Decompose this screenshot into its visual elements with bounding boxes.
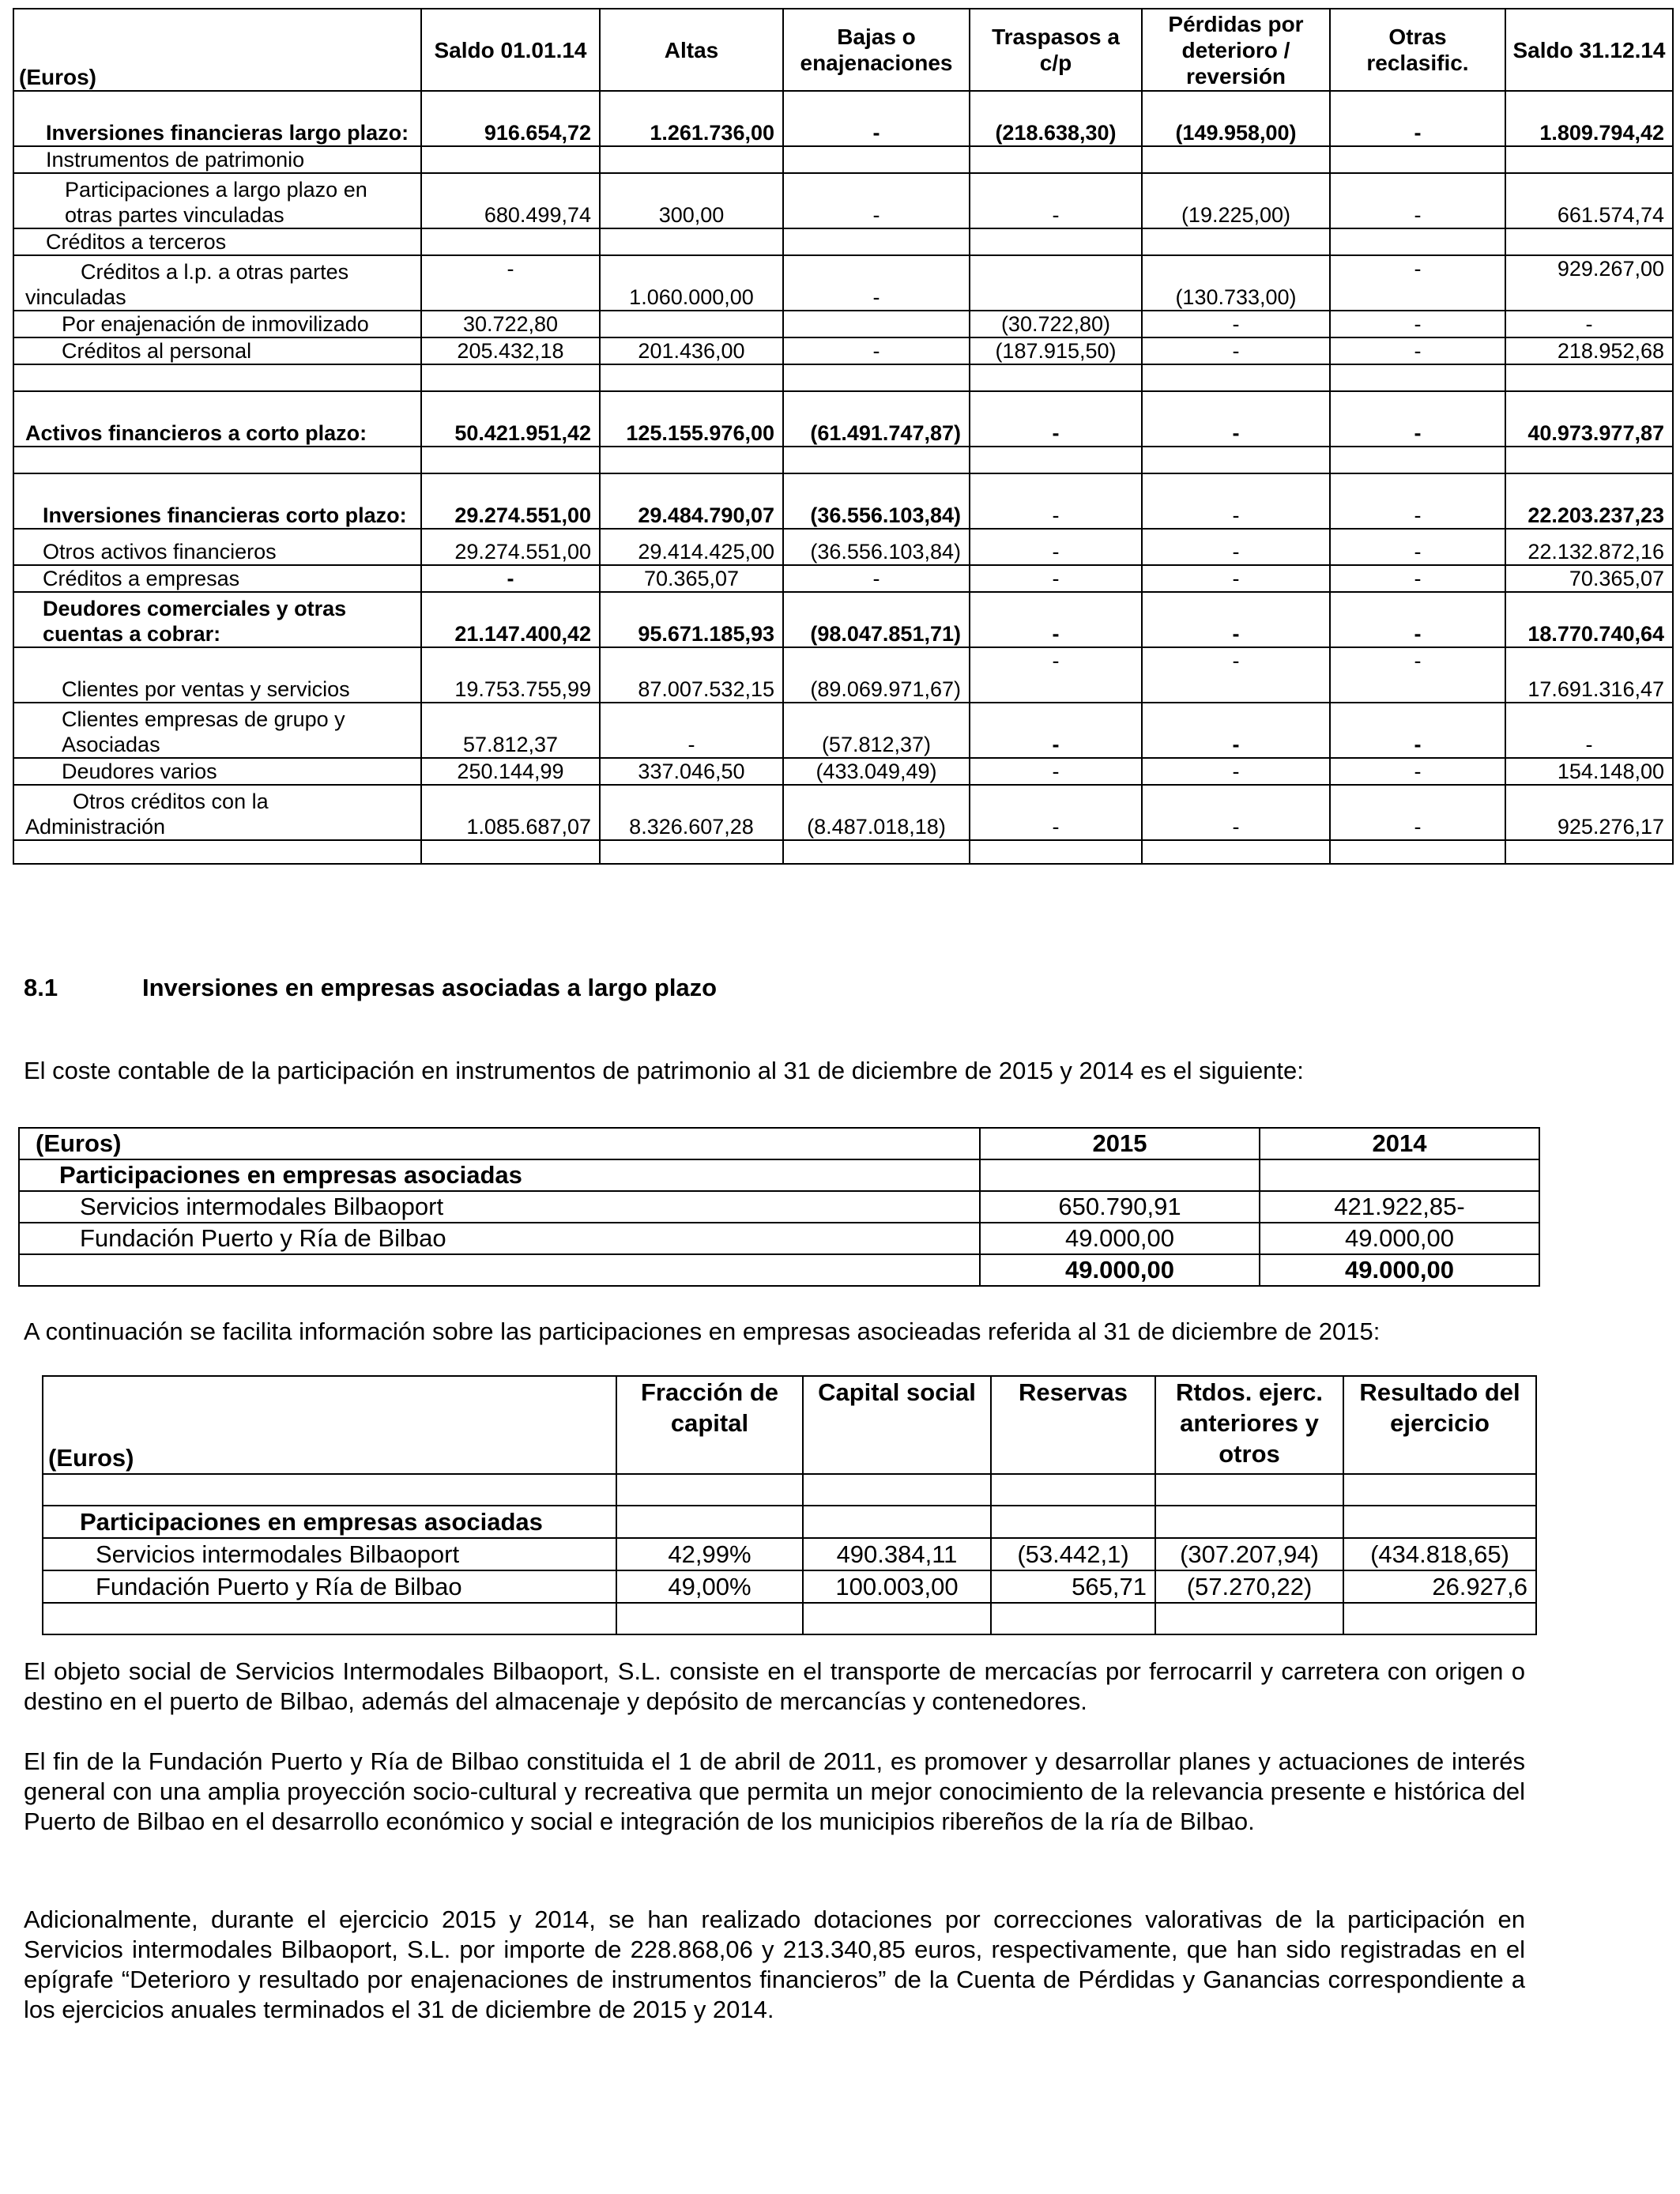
cell: 916.654,72 <box>421 91 600 146</box>
cell <box>1330 228 1505 255</box>
cell: 1.085.687,07 <box>421 785 600 840</box>
cell: - <box>1142 592 1330 647</box>
row-label: Otros activos financieros <box>13 529 421 565</box>
cell: (57.270,22) <box>1155 1570 1343 1603</box>
cell: - <box>783 173 970 228</box>
associates-info-table <box>42 1375 1537 1635</box>
table-row <box>19 1191 1539 1223</box>
cell: (36.556.103,84) <box>783 529 970 565</box>
row-label: Créditos al personal <box>13 337 421 364</box>
cell: - <box>1142 311 1330 337</box>
cell: - <box>1330 391 1505 447</box>
row-label: Clientes por ventas y servicios <box>13 647 421 703</box>
cell: 218.952,68 <box>1505 337 1673 364</box>
cell: (218.638,30) <box>970 91 1142 146</box>
header-cell: Reservas <box>991 1376 1155 1474</box>
cell: - <box>783 255 970 311</box>
cell: (89.069.971,67) <box>783 647 970 703</box>
row-label: Clientes empresas de grupo y Asociadas <box>13 703 421 758</box>
cell: - <box>970 565 1142 592</box>
table-row <box>13 228 1673 255</box>
cell: - <box>783 337 970 364</box>
header-cell: Saldo 31.12.14 <box>1505 9 1673 91</box>
cell: - <box>1330 337 1505 364</box>
row-label: Fundación Puerto y Ría de Bilbao <box>19 1223 980 1254</box>
cell: (8.487.018,18) <box>783 785 970 840</box>
cell: - <box>970 592 1142 647</box>
cell: 50.421.951,42 <box>421 391 600 447</box>
table-header-row <box>19 1128 1539 1159</box>
cell: 201.436,00 <box>600 337 783 364</box>
cell: 26.927,6 <box>1343 1570 1536 1603</box>
cell: - <box>421 565 600 592</box>
cell: 30.722,80 <box>421 311 600 337</box>
cell <box>1142 146 1330 173</box>
cell: 87.007.532,15 <box>600 647 783 703</box>
cell: 565,71 <box>991 1570 1155 1603</box>
table-row <box>13 785 1673 840</box>
cell: - <box>783 91 970 146</box>
cell: - <box>1142 758 1330 785</box>
cell: (36.556.103,84) <box>783 473 970 529</box>
cell: - <box>600 703 783 758</box>
cell: - <box>1142 391 1330 447</box>
cell <box>1505 228 1673 255</box>
cell: - <box>1330 785 1505 840</box>
table-row <box>13 311 1673 337</box>
info-paragraph: A continuación se facilita información sobre las participaciones en empresas asocieadas referida al 31 de diciembre de 2015: <box>24 1318 1381 1345</box>
cell <box>970 255 1142 311</box>
cell: 49.000,00 <box>1260 1223 1539 1254</box>
cell: (434.818,65) <box>1343 1538 1536 1570</box>
cell: 42,99% <box>616 1538 803 1570</box>
cell: (57.812,37) <box>783 703 970 758</box>
cell: 29.274.551,00 <box>421 529 600 565</box>
table-row <box>13 473 1673 529</box>
blank-row <box>13 364 1673 391</box>
cell: 22.203.237,23 <box>1505 473 1673 529</box>
row-label: Por enajenación de inmovilizado <box>13 311 421 337</box>
cell: 1.809.794,42 <box>1505 91 1673 146</box>
row-label: Deudores comerciales y otras cuentas a cobrar: <box>13 592 421 647</box>
header-cell: (Euros) <box>13 9 421 91</box>
paragraph: El objeto social de Servicios Intermodales Bilbaoport, S.L. consiste en el transporte de mercacías por ferrocarril y carretera con origen o destino en el puerto de Bilbao, además del almacenaje y depósito de mercancías y contenedores. <box>24 1657 1525 1715</box>
header-cell: Resultado del ejercicio <box>1343 1376 1536 1474</box>
row-label: Inversiones financieras corto plazo: <box>13 473 421 529</box>
cell: - <box>970 647 1142 703</box>
cell: - <box>421 255 600 311</box>
table-row <box>13 173 1673 228</box>
cell: 337.046,50 <box>600 758 783 785</box>
header-cell: Rtdos. ejerc. anteriores y otros <box>1155 1376 1343 1474</box>
cell <box>600 228 783 255</box>
cell: - <box>970 785 1142 840</box>
cell: - <box>1330 311 1505 337</box>
total-cell: 49.000,00 <box>980 1254 1260 1286</box>
cell: 18.770.740,64 <box>1505 592 1673 647</box>
cell: - <box>970 703 1142 758</box>
blank-row <box>43 1474 1536 1506</box>
cell: (149.958,00) <box>1142 91 1330 146</box>
cell <box>970 228 1142 255</box>
cell: 17.691.316,47 <box>1505 647 1673 703</box>
cell: (53.442,1) <box>991 1538 1155 1570</box>
cell: - <box>1505 311 1673 337</box>
table-row <box>13 337 1673 364</box>
table-row <box>43 1570 1536 1603</box>
header-cell: Fracción de capital <box>616 1376 803 1474</box>
row-label: Instrumentos de patrimonio <box>13 146 421 173</box>
cell: (307.207,94) <box>1155 1538 1343 1570</box>
cell <box>1142 228 1330 255</box>
cell: 1.261.736,00 <box>600 91 783 146</box>
cell: 29.484.790,07 <box>600 473 783 529</box>
cell: - <box>1330 703 1505 758</box>
cell: 70.365,07 <box>600 565 783 592</box>
cell: - <box>1142 565 1330 592</box>
cell: - <box>1142 473 1330 529</box>
cell: 57.812,37 <box>421 703 600 758</box>
table-row <box>13 703 1673 758</box>
cell: 421.922,85- <box>1260 1191 1539 1223</box>
cell <box>783 146 970 173</box>
section-number: 8.1 <box>24 974 58 1001</box>
cell: 680.499,74 <box>421 173 600 228</box>
cell: 205.432,18 <box>421 337 600 364</box>
cell: 154.148,00 <box>1505 758 1673 785</box>
row-label: Inversiones financieras largo plazo: <box>13 91 421 146</box>
cell: - <box>970 173 1142 228</box>
cell: 661.574,74 <box>1505 173 1673 228</box>
cell: 8.326.607,28 <box>600 785 783 840</box>
cell: 49,00% <box>616 1570 803 1603</box>
cell: - <box>1330 758 1505 785</box>
cell: - <box>1330 565 1505 592</box>
cell: (130.733,00) <box>1142 255 1330 311</box>
blank-row <box>13 840 1673 864</box>
cell: (98.047.851,71) <box>783 592 970 647</box>
row-label: Deudores varios <box>13 758 421 785</box>
row-label: Créditos a empresas <box>13 565 421 592</box>
total-row <box>19 1254 1539 1286</box>
cell: - <box>1505 703 1673 758</box>
cell: 22.132.872,16 <box>1505 529 1673 565</box>
group-row <box>19 1159 1539 1191</box>
cell: 929.267,00 <box>1505 255 1673 311</box>
header-cell: Bajas o enajenaciones <box>783 9 970 91</box>
cell: 29.274.551,00 <box>421 473 600 529</box>
cell: (187.915,50) <box>970 337 1142 364</box>
cell: 650.790,91 <box>980 1191 1260 1223</box>
header-cell: Capital social <box>803 1376 991 1474</box>
row-label: Otros créditos con la Administración <box>13 785 421 840</box>
cell: 29.414.425,00 <box>600 529 783 565</box>
cell: 100.003,00 <box>803 1570 991 1603</box>
cell: (433.049,49) <box>783 758 970 785</box>
cell: - <box>1330 473 1505 529</box>
cell: - <box>1330 255 1505 311</box>
cell <box>600 146 783 173</box>
equity-cost-table <box>18 1127 1540 1287</box>
paragraph: Adicionalmente, durante el ejercicio 2015 y 2014, se han realizado dotaciones por correcciones valorativas de la participación en Servicios intermodales Bilbaoport, S.L. por importe de 228.868,06 y 213.340,85 euros, respectivamente, que han sido registradas en el epígrafe “Deterioro y resultado por enajenaciones de instrumentos financieros” de la Cuenta de Pérdidas y Ganancias correspondiente a los ejercicios anuales terminados el 31 de diciembre de 2015 y 2014. <box>24 1906 1525 2023</box>
table-row <box>13 758 1673 785</box>
group-row <box>43 1506 1536 1538</box>
cell: 21.147.400,42 <box>421 592 600 647</box>
cell: 70.365,07 <box>1505 565 1673 592</box>
total-cell: 49.000,00 <box>1260 1254 1539 1286</box>
header-cell: Saldo 01.01.14 <box>421 9 600 91</box>
table-row <box>43 1538 1536 1570</box>
header-cell: (Euros) <box>19 1128 980 1159</box>
cell: (61.491.747,87) <box>783 391 970 447</box>
cell <box>600 311 783 337</box>
cell: - <box>1142 647 1330 703</box>
cell: 49.000,00 <box>980 1223 1260 1254</box>
table-row <box>13 529 1673 565</box>
header-cell: Altas <box>600 9 783 91</box>
paragraph: El fin de la Fundación Puerto y Ría de Bilbao constituida el 1 de abril de 2011, es promover y desarrollar planes y actuaciones de interés general con una amplia proyección socio-cultural y recreativa que permita un mejor conocimiento de la relevancia presente e histórica del Puerto de Bilbao en el desarrollo económico y social e integración de los municipios ribereños de la ría de Bilbao. <box>24 1747 1525 1835</box>
cell: - <box>970 758 1142 785</box>
intro-paragraph: El coste contable de la participación en instrumentos de patrimonio al 31 de diciembre de 2015 y 2014 es el siguiente: <box>24 1057 1304 1084</box>
cell <box>783 228 970 255</box>
table-row <box>13 91 1673 146</box>
group-label: Participaciones en empresas asociadas <box>19 1159 980 1191</box>
table-row <box>13 146 1673 173</box>
cell: - <box>1330 173 1505 228</box>
cell <box>1330 146 1505 173</box>
section-heading <box>24 974 717 1002</box>
cell: (19.225,00) <box>1142 173 1330 228</box>
row-label: Servicios intermodales Bilbaoport <box>19 1191 980 1223</box>
blank-row <box>13 447 1673 473</box>
cell: 925.276,17 <box>1505 785 1673 840</box>
header-cell: 2014 <box>1260 1128 1539 1159</box>
row-label: Servicios intermodales Bilbaoport <box>43 1538 616 1570</box>
table-header-row <box>43 1376 1536 1474</box>
cell: 300,00 <box>600 173 783 228</box>
cell: 125.155.976,00 <box>600 391 783 447</box>
table-row <box>13 592 1673 647</box>
blank-row <box>43 1603 1536 1634</box>
cell: - <box>1142 703 1330 758</box>
cell: - <box>783 565 970 592</box>
table-row <box>13 565 1673 592</box>
table-row <box>13 391 1673 447</box>
group-label: Participaciones en empresas asociadas <box>43 1506 616 1538</box>
cell: - <box>1142 337 1330 364</box>
cell <box>421 228 600 255</box>
cell: - <box>970 473 1142 529</box>
movements-table <box>13 8 1674 865</box>
row-label: Créditos a l.p. a otras partes vinculadas <box>13 255 421 311</box>
table-row <box>13 255 1673 311</box>
cell: 40.973.977,87 <box>1505 391 1673 447</box>
cell: - <box>970 391 1142 447</box>
cell <box>783 311 970 337</box>
cell: 95.671.185,93 <box>600 592 783 647</box>
row-label: Créditos a terceros <box>13 228 421 255</box>
table-header-row <box>13 9 1673 91</box>
cell: 490.384,11 <box>803 1538 991 1570</box>
cell: 19.753.755,99 <box>421 647 600 703</box>
cell: - <box>1330 91 1505 146</box>
header-cell: (Euros) <box>43 1376 616 1474</box>
cell <box>421 146 600 173</box>
table-row <box>13 647 1673 703</box>
header-cell: Otras reclasific. <box>1330 9 1505 91</box>
cell: (30.722,80) <box>970 311 1142 337</box>
cell: - <box>1330 592 1505 647</box>
cell: - <box>1330 647 1505 703</box>
table-row <box>19 1223 1539 1254</box>
header-cell: Pérdidas por deterioro / reversión <box>1142 9 1330 91</box>
cell: - <box>1330 529 1505 565</box>
row-label: Participaciones a largo plazo en otras partes vinculadas <box>13 173 421 228</box>
cell: 1.060.000,00 <box>600 255 783 311</box>
cell: 250.144,99 <box>421 758 600 785</box>
section-title: Inversiones en empresas asociadas a largo plazo <box>142 974 718 1001</box>
cell <box>970 146 1142 173</box>
cell: - <box>1142 529 1330 565</box>
row-label: Activos financieros a corto plazo: <box>13 391 421 447</box>
cell: - <box>1142 785 1330 840</box>
header-cell: 2015 <box>980 1128 1260 1159</box>
row-label: Fundación Puerto y Ría de Bilbao <box>43 1570 616 1603</box>
cell <box>1505 146 1673 173</box>
header-cell: Traspasos a c/p <box>970 9 1142 91</box>
cell: - <box>970 529 1142 565</box>
